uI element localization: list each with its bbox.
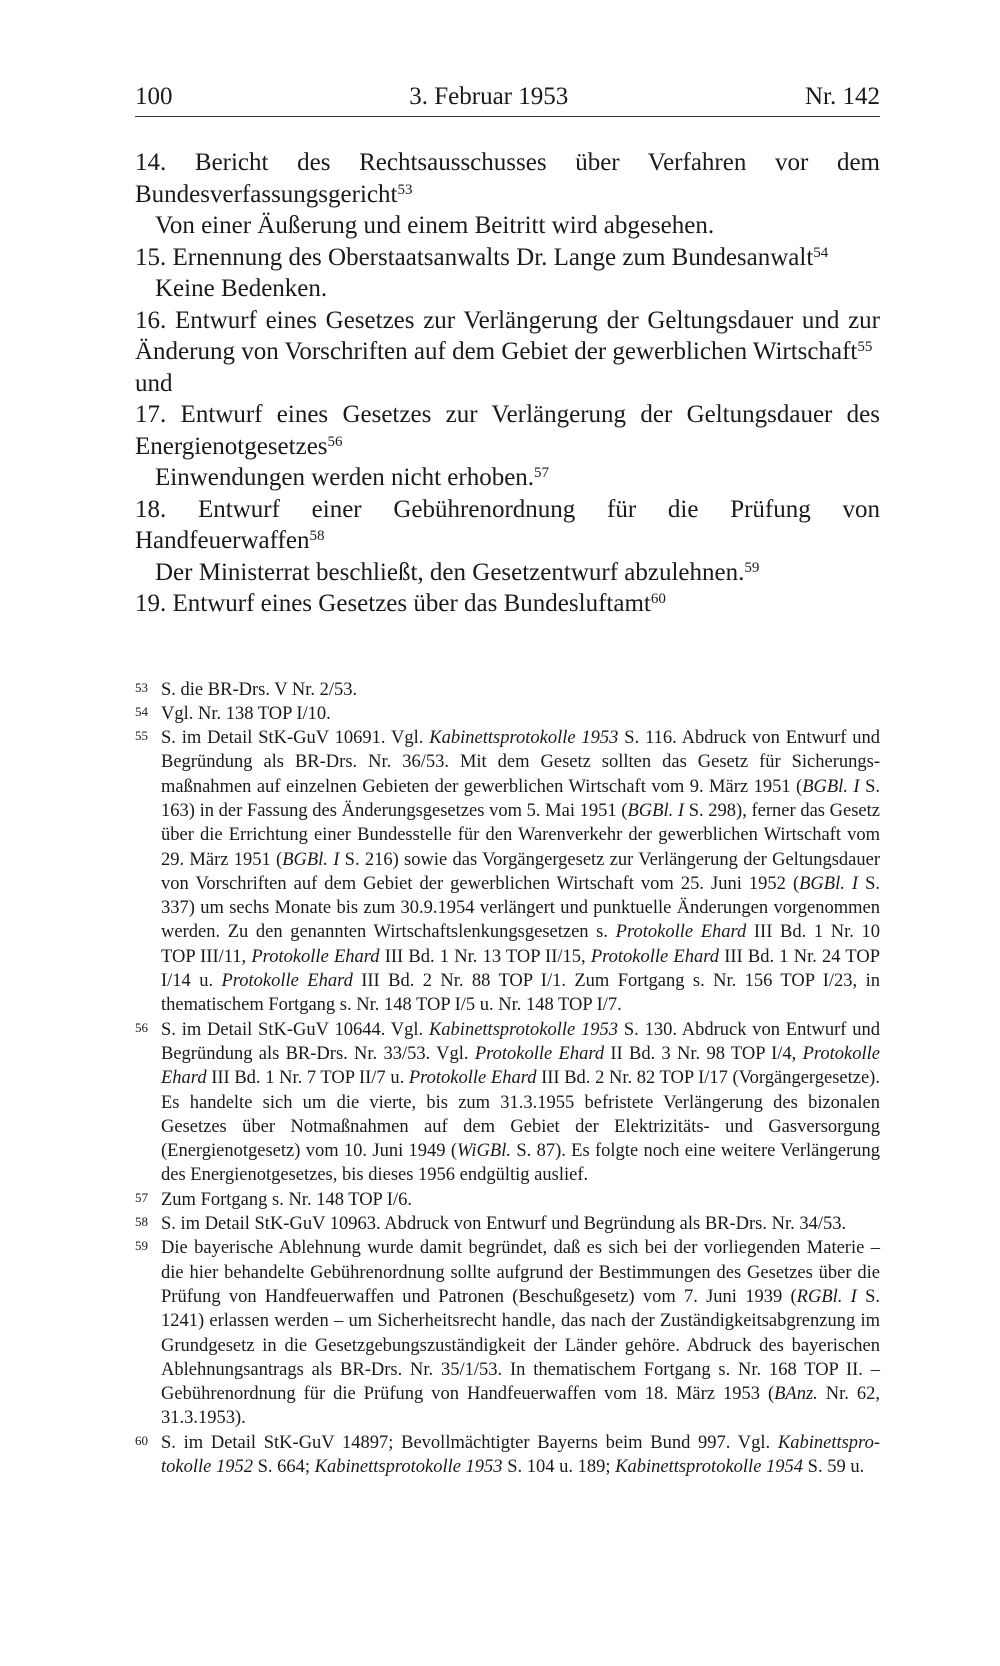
- footnote-text: Die bayerische Ablehnung wurde damit begründet, daß es sich bei der vorliegenden Materie – die hier behandelte Gebührenordnung sollte aufgrund der Bestimmungen des Gesetzes über die Prüfung von Handfeuerwaffen und Patronen (Beschußgesetz) vom 7. Juni 1939 (RGBl. I S. 1241) erlassen werden – um Sicherheitsrecht handle, das nach der Zuständigkeitsabgrenzung im Grundgesetz in die Gesetzgebungszuständigkeit der Länder gehöre. Abdruck des bayerischen Ablehnungsantrags als BR-Drs. Nr. 35/1/53. In thematischem Fortgang s. Nr. 168 TOP II. – Gebührenordnung für die Prüfung von Handfeuerwaffen vom 18. März 1953 (BAnz. Nr. 62, 31.3.1953).: [161, 1238, 880, 1429]
- footnote-ref: 60: [650, 591, 666, 607]
- footnote-ref: 53: [397, 181, 413, 198]
- agenda-item-18: [135, 494, 880, 557]
- agenda-item-18-text: 18. Entwurf einer Gebührenordnung für die Prüfung von Handfeuerwaffen: [135, 495, 880, 554]
- footnote-55: [135, 726, 880, 1018]
- agenda-item-15: [135, 242, 880, 274]
- footnote-text: S. im Detail StK-GuV 10691. Vgl. Kabinettsprotokolle 1953 S. 116. Abdruck von Entwurf und Begründung als BR-Drs. Nr. 36/53. Mit dem Gesetz sollten das Gesetz für Sicherungsmaßnahmen auf einzelnen Gebieten der gewerblichen Wirtschaft vom 9. März 1951 (BGBl. I S. 163) in der Fassung des Änderungsgesetzes vom 5. Mai 1951 (BGBl. I S. 298), ferner das Gesetz über die Errichtung einer Bundesstelle für den Warenverkehr der gewerblichen Wirtschaft vom 29. März 1951 (BGBl. I S. 216) sowie das Vorgängergesetz zur Verlängerung der Geltungsdauer von Vorschriften auf dem Gebiet der gewerblichen Wirtschaft vom 25. Juni 1952 (BGBl. I S. 337) um sechs Monate bis zum 30.9.1954 verlängert und punktuelle Änderungen vorgenommen werden. Zu den genannten Wirtschaftslenkungsgesetzen s. Protokolle Ehard III Bd. 1 Nr. 10 TOP III/11, Protokolle Ehard III Bd. 1 Nr. 13 TOP II/15, Protokolle Ehard III Bd. 1 Nr. 24 TOP I/14 u. Protokolle Ehard III Bd. 2 Nr. 88 TOP I/1. Zum Fortgang s. Nr. 156 TOP I/23, in thematischem Fortgang s. Nr. 148 TOP I/5 u. Nr. 148 TOP I/7.: [161, 728, 881, 1016]
- agenda-item-14-text: 14. Bericht des Rechtsausschusses über Verfahren vor dem Bundesverfassungsgericht: [135, 149, 880, 208]
- footnote-number: 54: [135, 703, 148, 719]
- footnote-number: 59: [135, 1238, 148, 1254]
- header-date: 3. Februar 1953: [409, 83, 569, 110]
- agenda-item-16-text: 16. Entwurf eines Gesetzes zur Verlängerung der Geltungsdauer und zur Änderung von Vorschriften auf dem Gebiet der gewerblichen Wirtschaft: [135, 306, 880, 365]
- document-page: [135, 82, 880, 1479]
- agenda-body: [135, 147, 880, 620]
- agenda-item-15-decision: Keine Bedenken.: [155, 275, 328, 302]
- agenda-item-14: [135, 147, 880, 210]
- footnote-text: S. im Detail StK-GuV 14897; Bevollmächtigter Bayerns beim Bund 997. Vgl. Kabinettsprotokolle 1952 S. 664; Kabinettsprotokolle 1953 S. 104 u. 189; Kabinettsprotokolle 1954 S. 59 u.: [161, 1432, 880, 1477]
- agenda-item-18-decision-text: Der Ministerrat beschließt, den Gesetzentwurf abzulehnen.: [155, 558, 745, 586]
- footnote-57: [135, 1188, 880, 1212]
- agenda-item-19-text: 19. Entwurf eines Gesetzes über das Bundesluftamt: [135, 590, 651, 617]
- footnote-number: 53: [135, 679, 148, 695]
- agenda-item-19: [135, 588, 880, 620]
- agenda-item-18-decision: [135, 557, 880, 589]
- footnote-ref: 56: [327, 433, 343, 450]
- footnote-text: S. im Detail StK-GuV 10644. Vgl. Kabinettsprotokolle 1953 S. 130. Abdruck von Entwurf und Begründung als BR-Drs. Nr. 33/53. Vgl. Protokolle Ehard II Bd. 3 Nr. 98 TOP I/4, Protokolle Ehard III Bd. 1 Nr. 7 TOP II/7 u. Protokolle Ehard III Bd. 2 Nr. 82 TOP I/17 (Vorgängergesetze). Es handelte sich um die vierte, bis zum 31.3.1955 befristete Verlängerung des bizonalen Gesetzes über Notmaßnahmen auf dem Gebiet der Elektrizitäts- und Gasversorgung (Energienotgesetz) vom 10. Juni 1949 (WiGBl. S. 87). Es folgte noch eine weitere Verlängerung des Energienotgesetzes, bis dieses 1956 endgültig auslief.: [161, 1019, 880, 1186]
- footnotes: [135, 678, 880, 1480]
- footnote-number: 57: [135, 1189, 148, 1205]
- footnote-text: S. im Detail StK-GuV 10963. Abdruck von Entwurf und Begründung als BR-Drs. Nr. 34/53.: [161, 1214, 847, 1235]
- footnote-ref: 59: [744, 559, 760, 576]
- agenda-item-14-decision: Von einer Äußerung und einem Beitritt wird abgesehen.: [155, 212, 715, 239]
- footnote-ref: 57: [534, 465, 550, 481]
- page-number: 100: [135, 83, 173, 110]
- conjunction-and: und: [135, 369, 173, 397]
- footnote-text: S. die BR-Drs. V Nr. 2/53.: [161, 679, 358, 700]
- agenda-item-15-text: 15. Ernennung des Oberstaatsanwalts Dr. Lange zum Bundesanwalt: [135, 243, 814, 271]
- footnote-60: [135, 1431, 880, 1480]
- agenda-item-17-text: 17. Entwurf eines Gesetzes zur Verlängerung der Geltungsdauer des Energienotgesetzes: [135, 401, 880, 460]
- footnote-ref: 54: [813, 244, 829, 261]
- footnote-number: 56: [135, 1019, 148, 1035]
- footnote-ref: 55: [857, 339, 873, 355]
- footnote-ref: 58: [309, 528, 325, 544]
- footnote-53: [135, 678, 880, 702]
- footnote-number: 58: [135, 1214, 148, 1230]
- agenda-item-17: [135, 399, 880, 462]
- footnote-number: 55: [135, 728, 148, 744]
- footnote-number: 60: [135, 1432, 148, 1448]
- footnote-56: [135, 1018, 880, 1188]
- agenda-item-16: [135, 305, 880, 368]
- footnote-text: Vgl. Nr. 138 TOP I/10.: [161, 703, 331, 724]
- footnote-58: [135, 1212, 880, 1236]
- footnote-54: [135, 702, 880, 726]
- running-header: [135, 82, 880, 117]
- agenda-item-17-decision: [135, 462, 880, 494]
- footnote-text: Zum Fortgang s. Nr. 148 TOP I/6.: [161, 1189, 412, 1210]
- header-issue: Nr. 142: [805, 83, 880, 110]
- agenda-item-17-decision-text: Einwendungen werden nicht erhoben.: [155, 464, 535, 491]
- footnote-59: [135, 1236, 880, 1430]
